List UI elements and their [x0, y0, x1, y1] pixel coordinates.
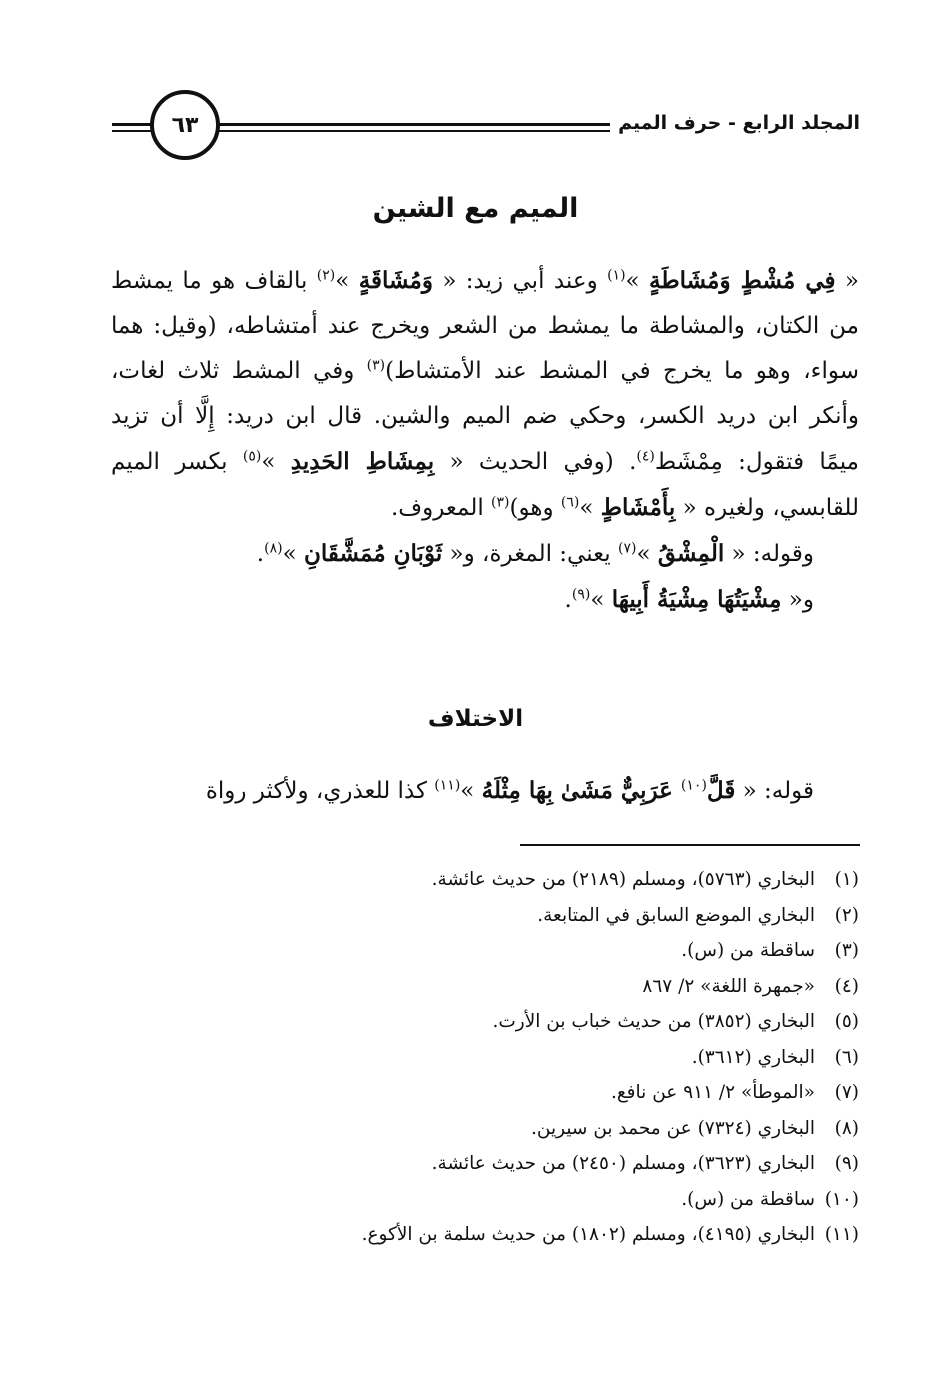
footnote-text: ساقطة من (س). — [681, 1188, 815, 1210]
text-run: » — [625, 268, 649, 294]
page-number: ٦٣ — [171, 112, 199, 138]
footnote-item — [99, 1111, 859, 1147]
text-run: . — [564, 587, 572, 613]
footnote-item — [99, 1004, 859, 1040]
footnote-ref: (٩) — [571, 586, 591, 603]
text-run: بكسر الميم — [111, 449, 243, 475]
footnote-item — [99, 1217, 859, 1253]
text-run: كذا للعذري، ولأكثر رواة — [205, 778, 435, 804]
hadith-quote: ثَوْبَانِ مُمَشَّقَانِ — [303, 540, 443, 567]
footnote-text: البخاري (٣٨٥٢) من حديث خباب بن الأرت. — [492, 1011, 815, 1032]
footnote-number: (٦) — [834, 1046, 859, 1068]
footnote-text: البخاري (٤١٩٥)، ومسلم (١٨٠٢) من حديث سلمة بن الأكوع. — [361, 1224, 815, 1245]
text-run: . (وفي الحديث « — [434, 449, 637, 475]
text-run: قوله: « — [735, 778, 814, 804]
footnote-item — [99, 1146, 859, 1182]
footnote-ref: (٥) — [242, 448, 262, 465]
footnote-ref: (٤) — [636, 448, 655, 465]
hadith-quote: وَمُشَاقَةٍ — [358, 267, 433, 294]
text-line — [111, 258, 859, 304]
hadith-quote: بِمِشَاطِ الحَدِيدِ — [290, 448, 435, 475]
hadith-quote: الْمِشْقُ — [657, 540, 725, 567]
footnote-number: (٩) — [834, 1153, 859, 1174]
text-line — [111, 485, 859, 531]
hadith-quote: مِشْيَتُهَا مِشْيَةُ أَبِيهَا — [611, 586, 782, 613]
footnote-number: (٧) — [834, 1082, 859, 1103]
footnote-number: (٥) — [834, 1011, 859, 1032]
text-run: و« — [781, 587, 814, 613]
footnote-text: البخاري (٧٣٢٤) عن محمد بن سيرين. — [531, 1117, 815, 1139]
footnote-item — [99, 862, 859, 898]
footnote-number: (٨) — [834, 1117, 859, 1139]
footnote-ref: (٨) — [264, 540, 283, 557]
running-header — [112, 92, 860, 162]
footnote-ref: (٦) — [560, 494, 580, 511]
running-title: المجلد الرابع - حرف الميم — [610, 112, 860, 134]
footnote-separator — [520, 844, 860, 846]
text-run: وفي المشط ثلاث لغات، — [111, 358, 367, 384]
footnote-ref: (٣) — [366, 357, 386, 374]
text-run: للقابسي، ولغيره « — [675, 495, 859, 521]
text-run: وقوله: « — [724, 541, 814, 567]
footnote-number: (١) — [834, 869, 859, 890]
text-run: . — [256, 541, 265, 567]
hadith-quote: فِي مُشْطٍ وَمُشَاطَةٍ — [648, 267, 836, 294]
hadith-quote: قَلَّ — [706, 777, 736, 804]
section-body-mim-shin — [111, 258, 859, 623]
footnote-number: (٢) — [834, 904, 859, 926]
text-run: يعني: المغرة، و« — [442, 541, 618, 567]
text-line — [111, 394, 859, 439]
text-line — [111, 768, 859, 814]
text-run: من الكتان، والمشاطة ما يمشط من الشعر ويخرج عند أمتشاطه، (وقيل: هما — [111, 313, 859, 339]
footnote-text: البخاري (٣٦١٢). — [691, 1046, 815, 1068]
footnote-ref: (١) — [607, 267, 626, 284]
footnote-ref: (١٠) — [680, 777, 707, 794]
text-run: وعند أبي زيد: « — [432, 268, 608, 294]
footnote-number: (٣) — [834, 940, 859, 961]
text-line — [111, 349, 859, 394]
text-line — [111, 304, 859, 349]
text-run: سواء، وهو ما يخرج في المشط عند الأمتشاط) — [385, 358, 859, 384]
footnote-item — [99, 1040, 859, 1076]
text-line — [111, 577, 859, 623]
text-line — [111, 531, 859, 577]
hadith-quote: بِأَمْشَاطٍ — [600, 494, 676, 521]
footnote-text: «الموطأ» ٢/ ٩١١ عن نافع. — [610, 1082, 815, 1103]
footnote-number: (١١) — [824, 1224, 859, 1245]
text-run: وهو) — [509, 495, 561, 521]
footnote-item — [99, 1182, 859, 1218]
section-heading-mim-shin: الميم مع الشين — [372, 193, 579, 224]
footnote-item — [99, 1075, 859, 1111]
text-run: » — [282, 541, 304, 567]
text-run: » — [335, 268, 359, 294]
text-run: ميمًا فتقول: مِمْشَط — [654, 449, 859, 475]
text-run: « — [835, 268, 859, 294]
hadith-quote: عَرَبِيٌّ مَشَىٰ بِهَا مِثْلَهُ — [481, 777, 681, 804]
footnote-ref: (٢) — [316, 267, 336, 284]
footnote-number: (١٠) — [824, 1188, 859, 1210]
text-line — [111, 439, 859, 485]
footnote-item — [99, 933, 859, 969]
footnotes-list — [99, 862, 859, 1253]
text-run: بالقاف هو ما يمشط — [111, 268, 317, 294]
footnote-text: «جمهرة اللغة» ٢/ ٨٦٧ — [642, 975, 815, 997]
footnote-ref: (١١) — [434, 777, 461, 794]
footnote-text: البخاري (٥٧٦٣)، ومسلم (٢١٨٩) من حديث عائشة. — [431, 869, 815, 890]
text-run: » — [636, 541, 658, 567]
text-run: » — [460, 778, 482, 804]
footnote-text: ساقطة من (س). — [681, 940, 815, 961]
text-run: وأنكر ابن دريد الكسر، وحكي ضم الميم والشين. قال ابن دريد: إِلَّا أن تزيد — [111, 403, 859, 429]
footnote-number: (٤) — [834, 975, 859, 997]
footnote-ref: (٣) — [491, 494, 510, 511]
footnote-item — [99, 898, 859, 934]
footnote-text: البخاري (٣٦٢٣)، ومسلم (٢٤٥٠) من حديث عائشة. — [431, 1153, 815, 1174]
section-heading-ikhtilaf: الاختلاف — [427, 706, 524, 732]
text-run: » — [590, 587, 612, 613]
page-number-badge — [150, 90, 220, 160]
text-run: » — [579, 495, 601, 521]
footnote-ref: (٧) — [617, 540, 637, 557]
text-run: المعروف. — [390, 495, 492, 521]
section-body-ikhtilaf — [111, 768, 859, 814]
text-run: » — [261, 449, 291, 475]
footnote-text: البخاري الموضع السابق في المتابعة. — [537, 904, 815, 926]
footnote-item — [99, 969, 859, 1005]
